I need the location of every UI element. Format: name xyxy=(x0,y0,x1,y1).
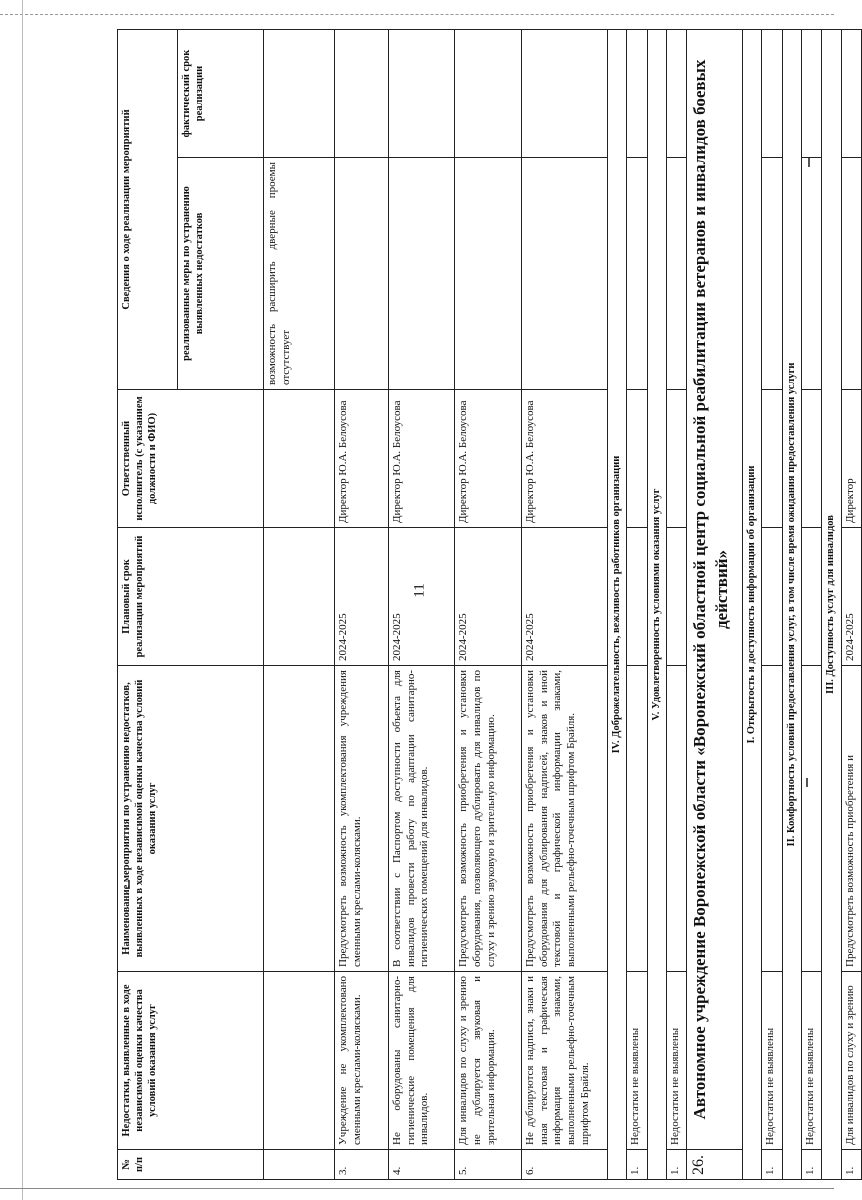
header-actual-term: фактический срок реализации xyxy=(178,29,264,157)
row-shortcoming: Недостатки не выявлены xyxy=(762,972,782,1150)
table-row xyxy=(762,29,782,1179)
organization-name: Автономное учреждение Воронежской области «Воронежский областной центр социальной реабилитации ветеранов и инвалидов боевых действий» xyxy=(687,29,743,1149)
row-shortcoming: Недостатки не выявлены xyxy=(667,972,687,1150)
rotated-table-inner xyxy=(117,30,862,1180)
row-shortcoming: Недостатки не выявлены xyxy=(627,972,647,1150)
table-row xyxy=(264,29,335,1179)
page-number: 11 xyxy=(411,583,428,598)
row-measure: Предусмотреть возможность приобретения и установки оборудования для дублирования надписей, знаков и иной текстовой и графической информации знаками, выполненными рельефно-точечным шрифтом Брайля. xyxy=(521,666,607,972)
row-measure: В соответствии с Паспортом доступности объекта для инвалидов провести работу по адаптации санитарно-гигиенических помещений для инвалидов. xyxy=(388,666,455,972)
row-implemented xyxy=(335,158,389,390)
row-num: 1. xyxy=(762,1150,782,1180)
section-row xyxy=(822,29,841,1179)
header-row xyxy=(118,29,178,1179)
measures-table xyxy=(117,29,862,1180)
row-shortcoming: Недостатки не выявлены xyxy=(802,972,822,1150)
row-implemented xyxy=(388,158,455,390)
header-num: № п/п xyxy=(118,1150,264,1180)
table-row xyxy=(335,29,389,1179)
row-actual xyxy=(455,29,522,157)
rotated-table-wrapper xyxy=(117,30,862,1180)
row-actual xyxy=(388,29,455,157)
table-row xyxy=(667,29,687,1179)
page-left-edge xyxy=(22,0,23,1200)
page-top-edge xyxy=(0,14,834,15)
section-row xyxy=(743,29,762,1179)
section-v-title: V. Удовлетворенность условиями оказания услуг xyxy=(647,29,666,1179)
table-row xyxy=(455,29,522,1179)
section-iv-title: IV. Доброжелательность, вежливость работников организации xyxy=(607,29,626,1179)
page-bottom-edge xyxy=(0,1188,834,1189)
row-term: 2024-2025 xyxy=(521,528,607,666)
row-responsible: Директор xyxy=(841,390,861,528)
row-num: 1. xyxy=(627,1150,647,1180)
table-row xyxy=(627,29,647,1179)
row-shortcoming: Не оборудованы санитарно-гигиенические помещения для инвалидов. xyxy=(388,972,455,1150)
row-actual xyxy=(335,29,389,157)
header-shortcomings: Недостатки, выявленные в ходе независимой оценки качества условий оказания услуг xyxy=(118,972,264,1150)
organization-row xyxy=(687,29,743,1179)
row-responsible: Директор Ю.А. Белоусова xyxy=(388,390,455,528)
row-term: 2024-2025 xyxy=(455,528,522,666)
table-row xyxy=(521,29,607,1179)
organization-num: 26. xyxy=(687,1150,743,1180)
row-responsible xyxy=(264,390,335,528)
row-responsible: Директор Ю.А. Белоусова xyxy=(335,390,389,528)
row-num: 6. xyxy=(521,1150,607,1180)
header-implemented: реализованные меры по устранению выявленных недостатков xyxy=(178,158,264,390)
row-term: 2024-2025 xyxy=(335,528,389,666)
row-measure: Предусмотреть возможность приобретения и xyxy=(841,666,861,972)
row-shortcoming: Для инвалидов по слуху и зрению xyxy=(841,972,861,1150)
section-row xyxy=(647,29,666,1179)
row-shortcoming: Учреждение не укомплектовано сменными креслами-колясками. xyxy=(335,972,389,1150)
row-num: 1. xyxy=(841,1150,861,1180)
row-num: 4. xyxy=(388,1150,455,1180)
section-i-title: I. Открытость и доступность информации об организации xyxy=(743,29,762,1179)
row-measure: Предусмотреть возможность укомплектования учреждения сменными креслами-колясками. xyxy=(335,666,389,972)
row-term xyxy=(264,528,335,666)
row-actual xyxy=(264,29,335,157)
row-num: 3. xyxy=(335,1150,389,1180)
section-row xyxy=(782,29,801,1179)
row-implemented: возможность расширить дверные проемы отсутствует xyxy=(264,158,335,390)
table-row xyxy=(841,29,861,1179)
row-responsible: Директор Ю.А. Белоусова xyxy=(455,390,522,528)
row-implemented xyxy=(521,158,607,390)
row-num: 1. xyxy=(667,1150,687,1180)
row-term: 2024-2025 xyxy=(841,528,861,666)
row-num xyxy=(264,1150,335,1180)
header-planned-term: Плановый срок реализации мероприятий xyxy=(118,528,264,666)
row-actual xyxy=(521,29,607,157)
row-num: 1. xyxy=(802,1150,822,1180)
row-measure: Предусмотреть возможность приобретения и установки оборудования, позволяющего дублировать для инвалидов по слуху и зрению звуковую и зрительную информацию. xyxy=(455,666,522,972)
row-responsible: Директор Ю.А. Белоусова xyxy=(521,390,607,528)
table-row xyxy=(802,29,822,1179)
section-ii-title: II. Комфортность условий предоставления услуг, в том числе время ожидания предоставления услуги xyxy=(782,29,801,1179)
row-implemented xyxy=(455,158,522,390)
row-shortcoming xyxy=(264,972,335,1150)
table-row xyxy=(388,29,455,1179)
header-responsible: Ответственный исполнитель (с указанием должности и ФИО) xyxy=(118,390,264,528)
row-shortcoming: Для инвалидов по слуху и зрению не дублируется звуковая и зрительная информация. xyxy=(455,972,522,1150)
header-progress: Сведения о ходе реализации мероприятий xyxy=(118,29,178,389)
header-measures: Наименование мероприятия по устранению недостатков, выявленных в ходе независимой оценки качества условий оказания услуг xyxy=(118,666,264,972)
row-measure xyxy=(264,666,335,972)
section-row xyxy=(607,29,626,1179)
section-iii-title: III. Доступность услуг для инвалидов xyxy=(822,29,841,1179)
row-num: 5. xyxy=(455,1150,522,1180)
row-term: 2024-2025 xyxy=(388,528,455,666)
row-shortcoming: Не дублируются надписи, знаки и иная текстовая и графическая информация знаками, выполненными рельефно-точечным шрифтом Брайля. xyxy=(521,972,607,1150)
